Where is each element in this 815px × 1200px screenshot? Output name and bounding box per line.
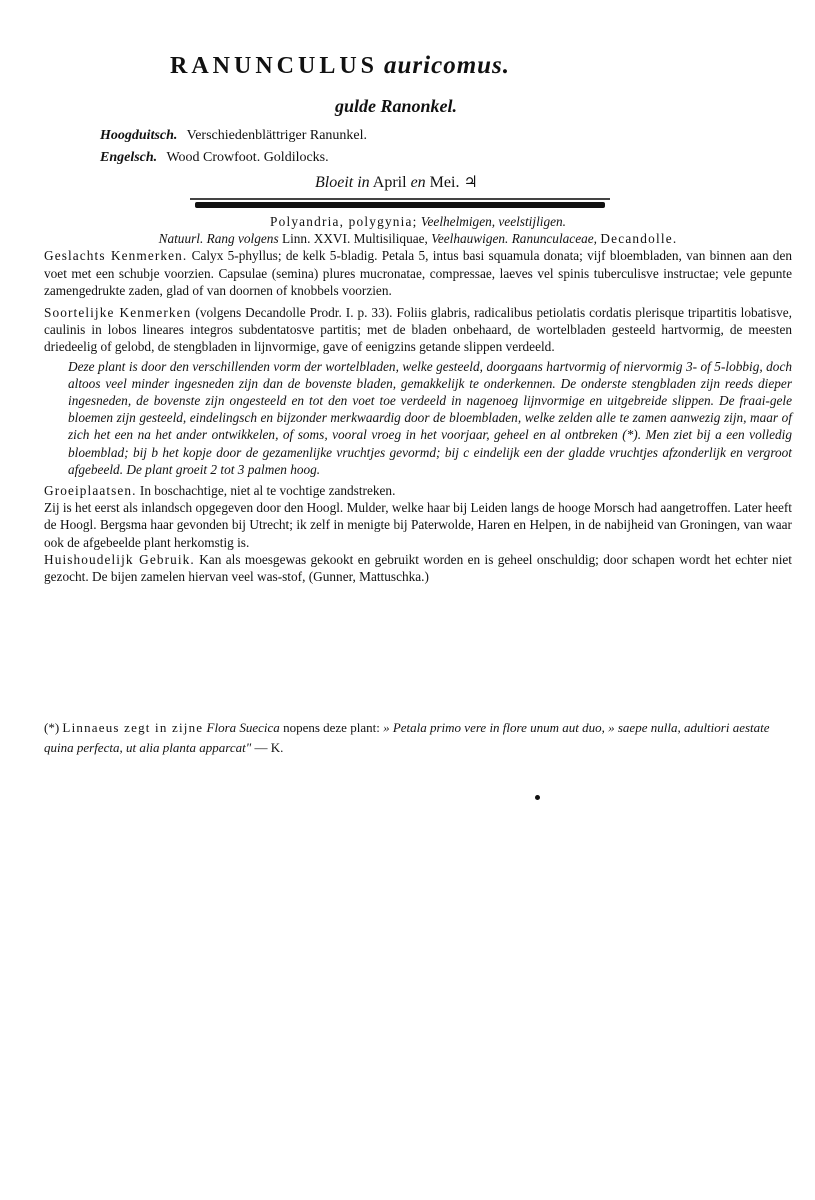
bloom-month-1: April: [372, 174, 407, 191]
genus-characters: Geslachts Kenmerken. Calyx 5-phyllus; de kelk 5-bladig. Petala 5, intus basi squamula donata; vijf bloembladen, van binnen aan den voet met een schubje voorzien. Capsulae (semina) plures mucronatae, compressae, laeves vel spinis tuberculisve instructae; vele gepunte zamengedrukte zaden, glad of van doornen of knobbels voorzien.: [44, 248, 792, 298]
page-title: [170, 52, 510, 80]
bloom-conj: en: [410, 174, 426, 191]
main-text: [44, 213, 792, 585]
language-label: Engelsch.: [100, 150, 158, 165]
divider-thick: [195, 202, 605, 208]
vernacular-names: [100, 128, 367, 172]
household-use: Huishoudelijk Gebruik. Kan als moesgewas gekookt en gebruikt worden en is geheel onschuldig; door schapen wordt het echter niet gezocht. De bijen zamelen hiervan veel was-stof, (Gunner, Mattuschka.): [44, 551, 792, 585]
name-row-english: [100, 150, 367, 172]
plant-description: Deze plant is door den verschillenden vorm der wortelbladen, welke gesteeld, doorgaans hartvormig of niervormig 3- of 5-lobbig, doch altoos veel minder ingesneden zijn dan de bovenste bladen, gemakkelijk te onderkennen. De onderste stengbladen zijn reeds dieper ingesneden, de bovenste zijn ongesteeld en tot den voet toe verdeeld in nagenoeg lijnvormige en uitgebreide slippen. De fraai-gele bloemen zijn gesteeld, eindelingsch en bijzonder merkwaardig door de bloembladen, welke zelden alle te zamen aanwezig zijn, maar of zich het een na het ander ontwikkelen, of soms, vooral vroeg in het voorjaar, geheel en al ontbreken (*). Men ziet bij a een volledig bloemblad; bij b het kopje door de gezamenlijke vruchtjes gevormd; bij c eindelijk een der gladde vruchtjes afzonderlijk en vergroot afgebeeld. De plant groeit 2 tot 3 palmen hoog.: [68, 358, 792, 477]
footnote-signature: — K.: [254, 740, 284, 755]
section-heading: Huishoudelijk Gebruik.: [44, 551, 195, 567]
bloom-prefix: Bloeit in: [315, 174, 370, 191]
name-row-german: [100, 128, 367, 150]
species-name: auricomus.: [384, 52, 511, 79]
classification-line-2: Natuurl. Rang volgens Linn. XXVI. Multisiliquae, Veelhauwigen. Ranunculaceae, Decandolle.: [158, 231, 678, 247]
bloom-period: [315, 172, 478, 192]
footnote-mark: (*): [44, 720, 60, 735]
language-label: Hoogduitsch.: [100, 128, 178, 143]
section-heading: Groeiplaatsen.: [44, 483, 137, 499]
ink-dot: [535, 795, 540, 800]
divider-thin: [190, 198, 610, 200]
bloom-month-2: Mei.: [429, 174, 460, 191]
vernacular-name: Wood Crowfoot. Goldilocks.: [166, 150, 329, 165]
common-name: gulde Ranonkel.: [335, 96, 458, 116]
genus-name: RANUNCULUS: [170, 53, 379, 79]
species-characters: Soortelijke Kenmerken (volgens Decandolle Prodr. I. p. 33). Foliis glabris, radicalibus petiolatis cordatis plerisque tripartitis lobatisve, caulinis in lobos lineares integros subdentatosve partitis; met de bladen onbehaard, de wortelbladen gesteeld hartvormig, de meesten driedeelig of gelobd, de stengbladen in lijnvormige, gave of eenigzins getande slippen verdeeld.: [44, 305, 792, 355]
vernacular-name: Verschiedenblättriger Ranunkel.: [186, 128, 368, 143]
locations: Zij is het eerst als inlandsch opgegeven door den Hoogl. Mulder, welke haar bij Leiden langs de hooge Morsch had aangetroffen. Later heeft de Hoogl. Bergsma haar gevonden bij Utrecht; ik zelf in menigte bij Paterwolde, Haren en Helpen, in de nabijheid van Groningen, van waar ook de afgebeelde plant herkomstig is.: [44, 500, 792, 550]
section-heading: Geslachts Kenmerken.: [44, 248, 188, 264]
classification-line-1: Polyandria, polygynia; Veelhelmigen, veelstijligen.: [270, 214, 566, 229]
perennial-symbol: ♃: [463, 174, 478, 191]
habitat: Groeiplaatsen. In boschachtige, niet al te vochtige zandstreken.: [44, 483, 396, 499]
footnote: (*) Linnaeus zegt in zijne Flora Suecica nopens deze plant: » Petala primo vere in flore unum aut duo, » saepe nulla, adultiori aestate quina perfecta, ut alia planta apparcat" — K.: [44, 720, 770, 755]
footnote-quote: » Petala primo vere in flore unum aut duo, » saepe nulla, adultiori aestate quina perfecta, ut alia planta apparcat": [44, 720, 770, 755]
section-heading: Soortelijke Kenmerken: [44, 305, 192, 321]
